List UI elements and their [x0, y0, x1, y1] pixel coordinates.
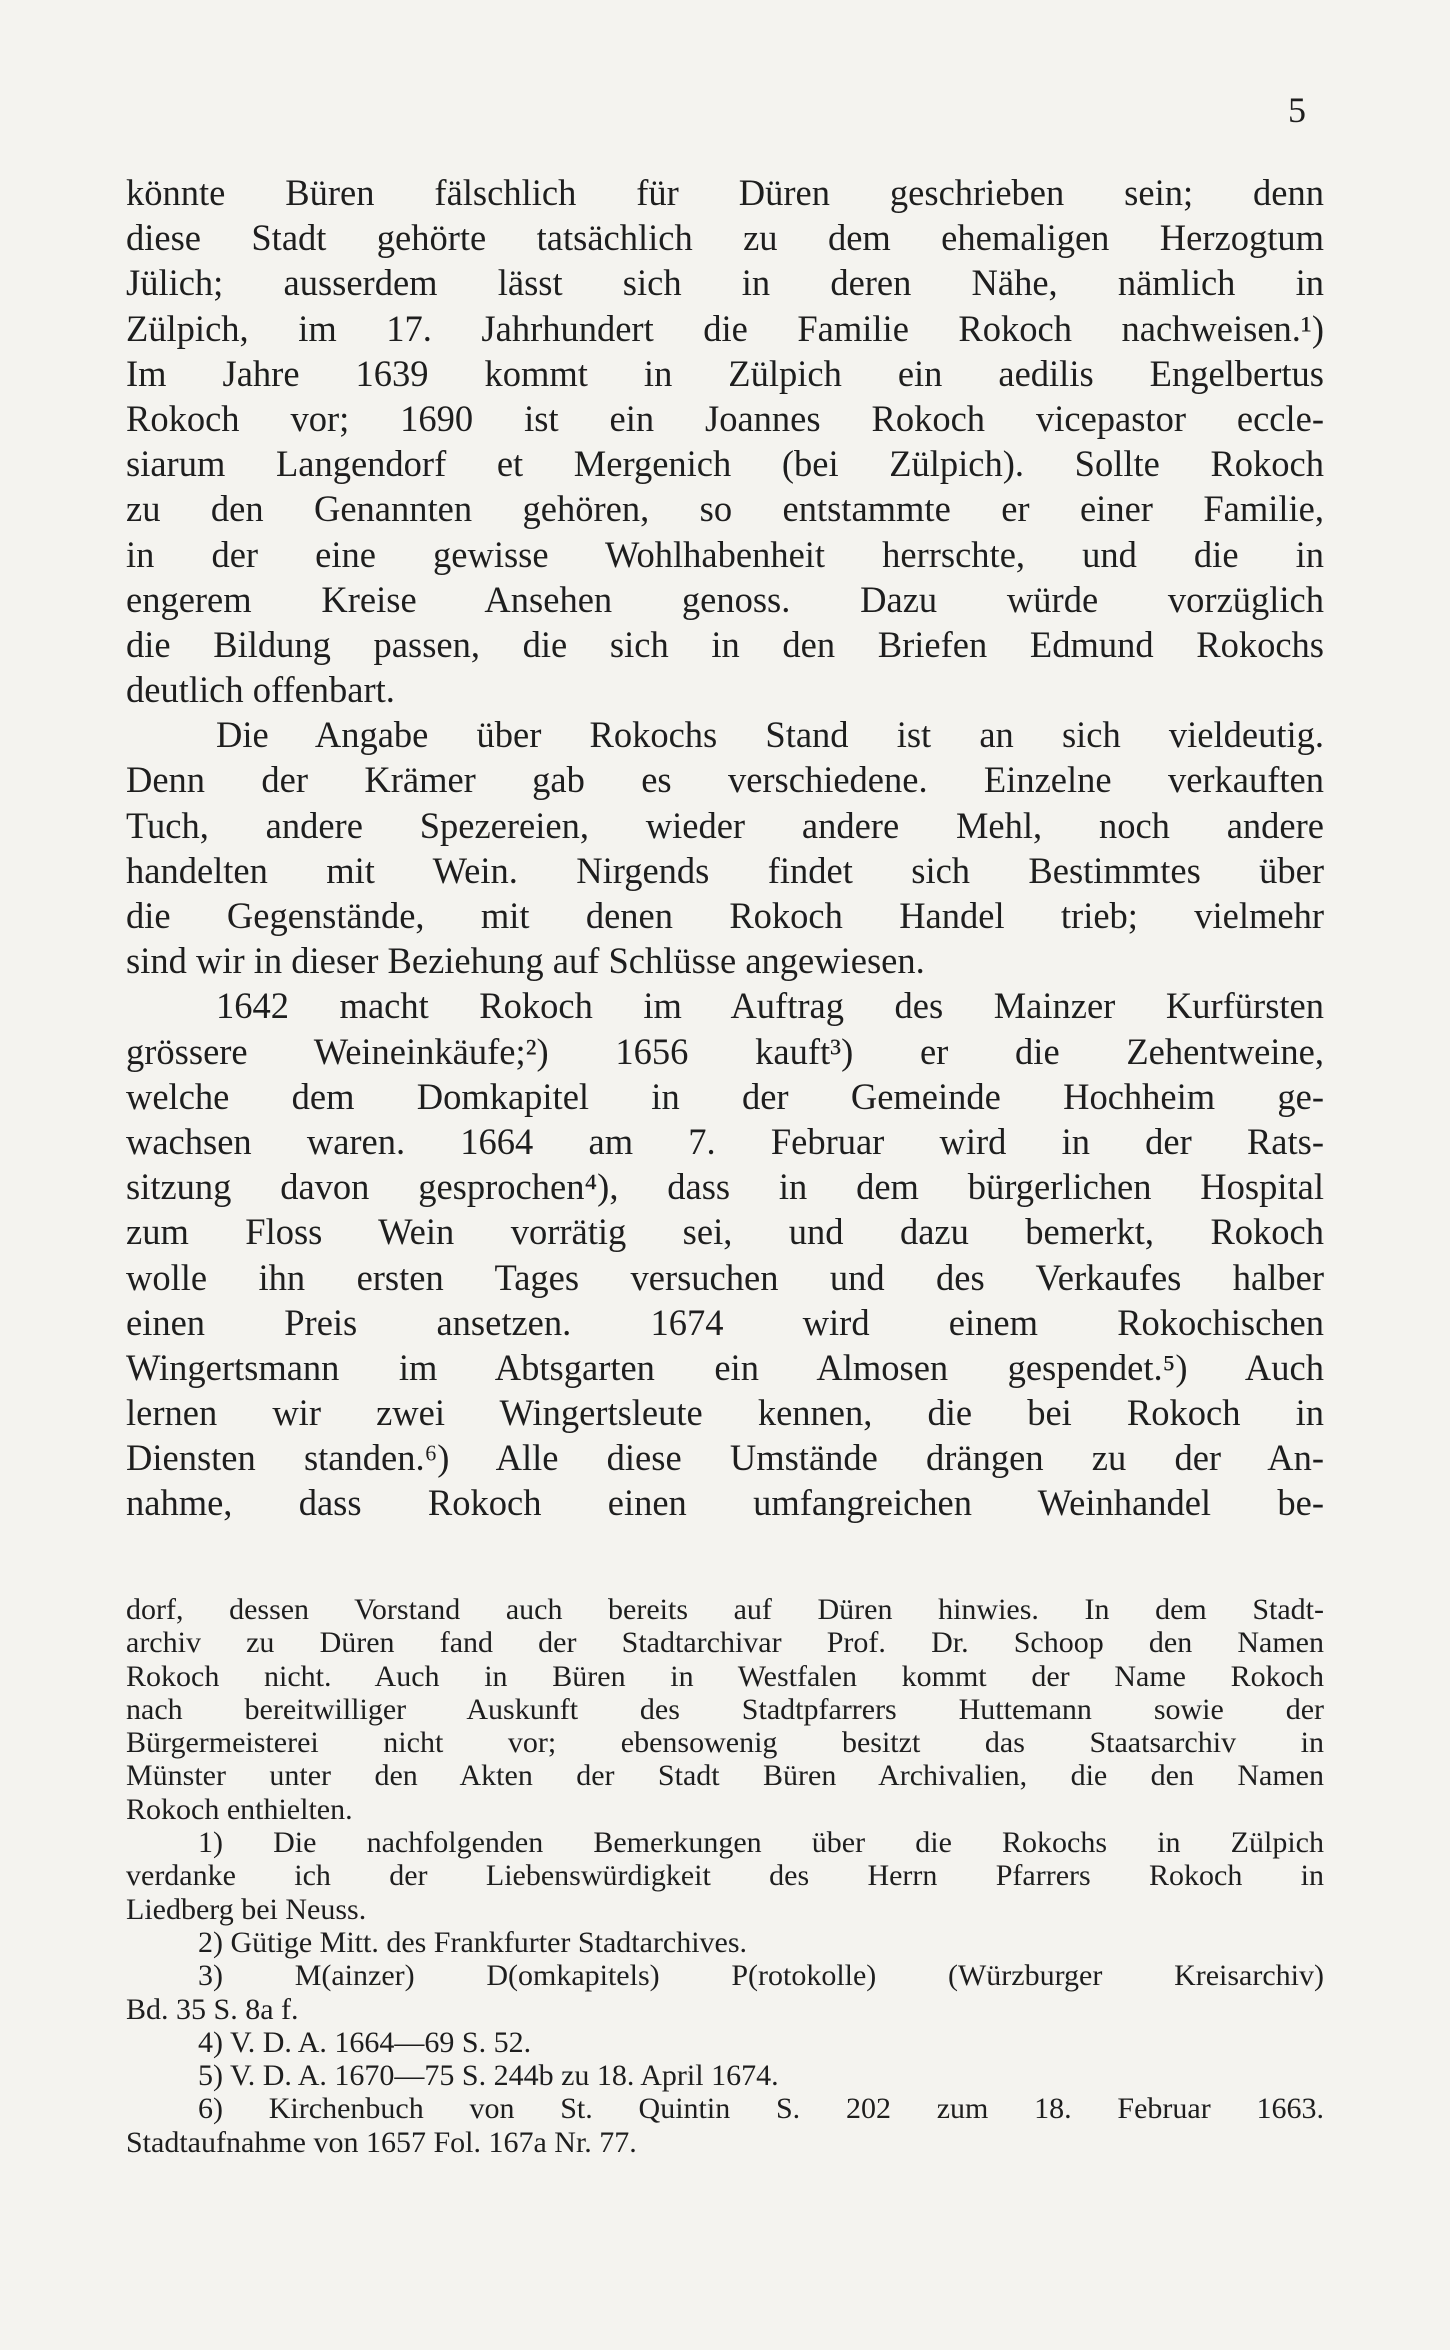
footnote-line: archiv zu Düren fand der Stadtarchivar Prof. Dr. Schoop den Namen	[126, 1626, 1324, 1660]
main-text-line: grössere Weineinkäufe;²) 1656 kauft³) er die Zehentweine,	[126, 1030, 1324, 1072]
main-text-line: lernen wir zwei Wingertsleute kennen, die bei Rokoch in	[126, 1392, 1324, 1434]
main-text-line: wachsen waren. 1664 am 7. Februar wird in der Rats-	[126, 1120, 1324, 1162]
main-text-line: Tuch, andere Spezereien, wieder andere Mehl, noch andere	[126, 804, 1324, 846]
main-text-line: einen Preis ansetzen. 1674 wird einem Rokochischen	[126, 1301, 1324, 1343]
main-text-line: diese Stadt gehörte tatsächlich zu dem ehemaligen Herzogtum	[126, 217, 1324, 259]
main-text-line: sind wir in dieser Beziehung auf Schlüsse angewiesen.	[126, 940, 925, 982]
main-text-line: Die Angabe über Rokochs Stand ist an sich vieldeutig.	[216, 714, 1324, 756]
footnote-line: nach bereitwilliger Auskunft des Stadtpfarrers Huttemann sowie der	[126, 1692, 1324, 1726]
main-text	[126, 170, 1324, 1526]
page-number: 5	[1288, 90, 1306, 130]
footnote-line: Bd. 35 S. 8a f.	[126, 1992, 299, 2026]
footnote-line: 1) Die nachfolgenden Bemerkungen über die Rokochs in Zülpich	[198, 1826, 1324, 1860]
main-text-line: deutlich offenbart.	[126, 669, 395, 711]
main-text-line: zum Floss Wein vorrätig sei, und dazu bemerkt, Rokoch	[126, 1211, 1324, 1253]
footnote-line: 5) V. D. A. 1670—75 S. 244b zu 18. April 1674.	[198, 2059, 779, 2093]
footnote-line: Rokoch enthielten.	[126, 1792, 353, 1826]
main-text-line: welche dem Domkapitel in der Gemeinde Hochheim ge-	[126, 1075, 1324, 1117]
main-text-line: handelten mit Wein. Nirgends findet sich Bestimmtes über	[126, 849, 1324, 891]
footnote-line: Stadtaufnahme von 1657 Fol. 167a Nr. 77.	[126, 2125, 637, 2159]
footnote-line: verdanke ich der Liebenswürdigkeit des Herrn Pfarrers Rokoch in	[126, 1859, 1324, 1893]
main-text-line: sitzung davon gesprochen⁴), dass in dem bürgerlichen Hospital	[126, 1166, 1324, 1208]
main-text-line: in der eine gewisse Wohlhabenheit herrschte, und die in	[126, 533, 1324, 575]
main-text-line: wolle ihn ersten Tages versuchen und des Verkaufes halber	[126, 1256, 1324, 1298]
main-text-line: Jülich; ausserdem lässt sich in deren Nähe, nämlich in	[126, 262, 1324, 304]
footnote-line: dorf, dessen Vorstand auch bereits auf Düren hinwies. In dem Stadt-	[126, 1593, 1324, 1626]
main-text-line: Zülpich, im 17. Jahrhundert die Familie Rokoch nachweisen.¹)	[126, 307, 1324, 349]
footnote-line: Liedberg bei Neuss.	[126, 1892, 367, 1926]
main-text-line: Diensten standen.⁶) Alle diese Umstände drängen zu der An-	[126, 1437, 1324, 1479]
main-text-line: die Gegenstände, mit denen Rokoch Handel trieb; vielmehr	[126, 895, 1324, 936]
main-text-line: Rokoch vor; 1690 ist ein Joannes Rokoch vicepastor eccle-	[126, 397, 1324, 439]
main-text-line: Denn der Krämer gab es verschiedene. Einzelne verkauften	[126, 759, 1324, 801]
footnote-line: Bürgermeisterei nicht vor; ebensowenig besitzt das Staatsarchiv in	[126, 1726, 1324, 1760]
footnote-line: Rokoch nicht. Auch in Büren in Westfalen kommt der Name Rokoch	[126, 1659, 1324, 1693]
footnote-line: 6) Kirchenbuch von St. Quintin S. 202 zum 18. Februar 1663.	[198, 2092, 1324, 2126]
main-text-line: Wingertsmann im Abtsgarten ein Almosen gespendet.⁵) Auch	[126, 1346, 1324, 1388]
main-text-line: nahme, dass Rokoch einen umfangreichen Weinhandel be-	[126, 1482, 1324, 1524]
main-text-line: siarum Langendorf et Mergenich (bei Zülpich). Sollte Rokoch	[126, 443, 1324, 485]
main-text-line: 1642 macht Rokoch im Auftrag des Mainzer Kurfürsten	[216, 985, 1324, 1027]
footnote-line: Münster unter den Akten der Stadt Büren Archivalien, die den Namen	[126, 1759, 1324, 1793]
footnote-line: 3) M(ainzer) D(omkapitels) P(rotokolle) (Würzburger Kreisarchiv)	[198, 1959, 1324, 1993]
footnote-line: 2) Gütige Mitt. des Frankfurter Stadtarchives.	[198, 1925, 748, 1959]
main-text-line: zu den Genannten gehören, so entstammte er einer Familie,	[126, 488, 1324, 530]
footnotes	[126, 1593, 1324, 2159]
main-text-line: könnte Büren fälschlich für Düren geschrieben sein; denn	[126, 172, 1324, 213]
main-text-line: Im Jahre 1639 kommt in Zülpich ein aedilis Engelbertus	[126, 352, 1324, 394]
main-text-line: die Bildung passen, die sich in den Briefen Edmund Rokochs	[126, 623, 1324, 665]
footnote-line: 4) V. D. A. 1664—69 S. 52.	[198, 2025, 532, 2059]
main-text-line: engerem Kreise Ansehen genoss. Dazu würde vorzüglich	[126, 578, 1324, 620]
